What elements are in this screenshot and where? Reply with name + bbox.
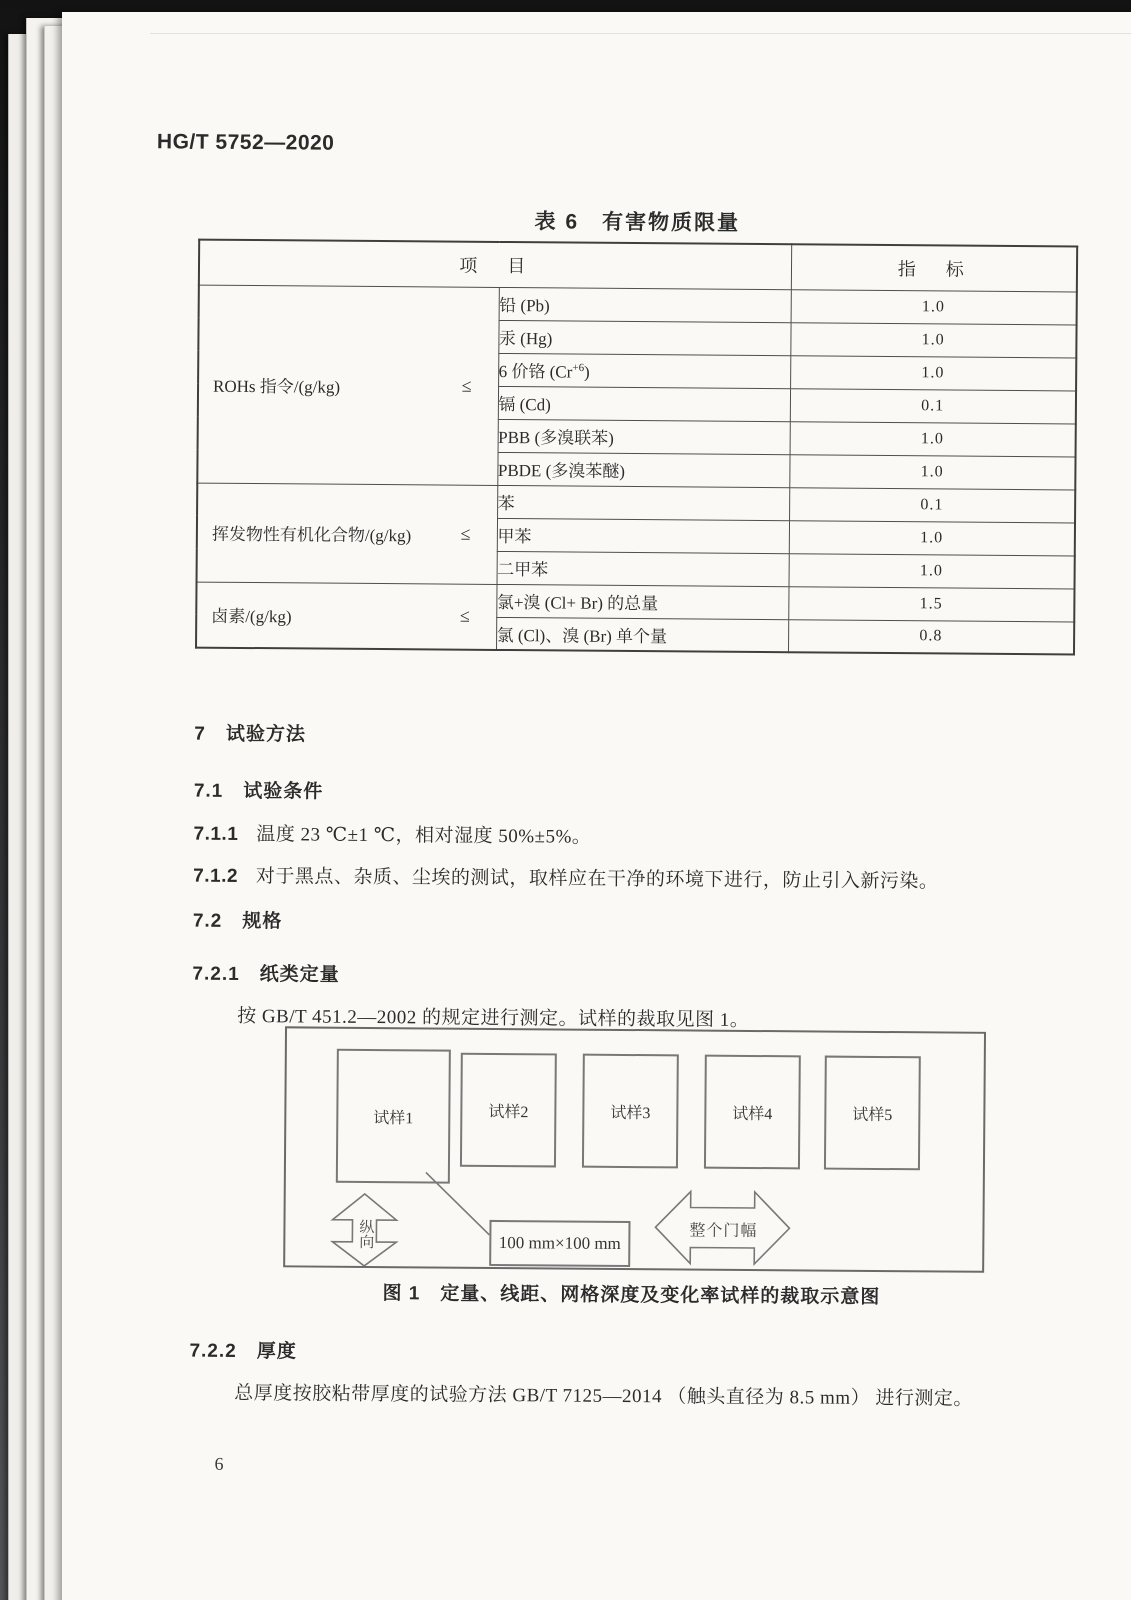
value-cell: 1.0 <box>791 289 1077 324</box>
sample-box-5 <box>824 1056 921 1171</box>
value-cell: 1.0 <box>789 520 1075 555</box>
value-cell: 0.1 <box>790 388 1076 423</box>
item-name: 氯 (Cl)、溴 (Br) 单个量 <box>496 625 668 647</box>
item-cell <box>496 617 788 652</box>
value-cell: 0.1 <box>789 487 1075 522</box>
item-name: PBB (多溴联苯) <box>498 427 614 448</box>
value-cell: 1.0 <box>790 355 1076 390</box>
header-item: 项 目 <box>199 240 791 290</box>
paragraph-7-2-2: 总厚度按胶粘带厚度的试验方法 GB/T 7125—2014 （触头直径为 8.5 mm） 进行测定。 <box>234 1382 973 1410</box>
sample-size-box: 100 mm×100 mm <box>489 1220 630 1267</box>
table6-title: 表 6 有害物质限量 <box>534 210 741 235</box>
clause-number: 7.1.1 <box>193 823 239 845</box>
sample-label: 试样4 <box>732 1105 773 1123</box>
group-label: 挥发物性有机化合物/(g/kg) <box>211 524 412 546</box>
value-cell: 1.0 <box>790 322 1076 357</box>
value-cell: 1.0 <box>789 553 1075 588</box>
item-cell <box>497 551 789 586</box>
section-number: 7 <box>194 723 206 745</box>
sample-box-1 <box>336 1049 451 1184</box>
value-cell: 1.0 <box>789 454 1075 489</box>
section-number: 7.2.2 <box>189 1340 237 1362</box>
less-equal-symbol: ≤ <box>460 523 471 544</box>
table-header-row <box>199 240 1077 292</box>
value-cell: 1.5 <box>788 586 1074 621</box>
sample-label: 试样5 <box>852 1106 893 1124</box>
item-name: 苯 <box>497 493 515 514</box>
group-voc <box>197 483 498 584</box>
full-width-label: 整个门幅 <box>689 1222 758 1241</box>
clause-text: 温度 23 ℃±1 ℃，相对湿度 50%±5%。 <box>256 824 592 848</box>
item-cell <box>498 353 790 388</box>
table-row <box>196 582 1074 622</box>
item-name: 铅 (Pb) <box>499 295 550 316</box>
sample-box-4 <box>704 1055 801 1170</box>
item-cell <box>498 320 790 355</box>
machine-direction-label: 纵向 <box>357 1218 374 1250</box>
section-title: 试验条件 <box>243 780 324 803</box>
item-name: 甲苯 <box>497 526 532 547</box>
value-cell: 0.8 <box>788 619 1074 654</box>
paragraph-7-2-1: 按 GB/T 451.2—2002 的规定进行测定。试样的裁取见图 1。 <box>237 1005 750 1031</box>
sample-box-2 <box>460 1053 557 1168</box>
clause-number: 7.1.2 <box>193 865 239 887</box>
item-cell <box>497 452 789 487</box>
section-number: 7.2 <box>192 910 223 932</box>
item-name: 汞 (Hg) <box>498 328 553 349</box>
item-cell <box>496 584 788 619</box>
section-title: 纸类定量 <box>259 964 340 986</box>
item-cell <box>498 419 790 454</box>
section-number: 7.1 <box>193 780 224 802</box>
item-name: 二甲苯 <box>497 559 549 580</box>
table-row <box>199 285 1077 325</box>
item-cell <box>499 287 791 322</box>
item-cell <box>498 386 790 421</box>
figure1-caption: 图 1 定量、线距、网格深度及变化率试样的裁取示意图 <box>382 1283 881 1308</box>
section-number: 7.2.1 <box>192 963 240 985</box>
document-page <box>62 12 1131 1600</box>
section-title: 厚度 <box>256 1341 297 1363</box>
item-name: 镉 (Cd) <box>498 394 551 415</box>
item-name: PBDE (多溴苯醚) <box>497 460 626 481</box>
sample-label: 试样1 <box>373 1109 414 1127</box>
item-cell <box>497 485 789 520</box>
sample-label: 试样3 <box>610 1104 651 1122</box>
group-halogen <box>196 582 497 650</box>
less-equal-symbol: ≤ <box>459 605 470 626</box>
item-superscript: +6 <box>572 361 585 374</box>
less-equal-symbol: ≤ <box>461 375 472 396</box>
sample-label: 试样2 <box>488 1103 529 1121</box>
section-7-1-heading <box>194 776 324 804</box>
hazard-substance-table <box>195 239 1078 656</box>
group-label: ROHs 指令/(g/kg) <box>212 376 341 397</box>
item-cell <box>497 518 789 553</box>
section-7-2-2-heading <box>189 1336 296 1364</box>
section-7-heading <box>194 719 306 747</box>
section-title: 试验方法 <box>225 723 307 746</box>
clause-text: 对于黑点、杂质、尘埃的测试，取样应在干净的环境下进行，防止引入新污染。 <box>255 866 939 893</box>
section-title: 规格 <box>242 910 283 933</box>
standard-code: HG/T 5752—2020 <box>156 130 335 155</box>
item-name: 6 价铬 (Cr <box>498 361 573 382</box>
clause-7-1-2 <box>193 861 938 894</box>
clause-7-1-1 <box>193 819 591 849</box>
item-name: 氯+溴 (Cl+ Br) 的总量 <box>496 592 659 614</box>
page-number: 6 <box>214 1453 224 1474</box>
table-row <box>197 483 1075 523</box>
page-content <box>49 12 1131 1600</box>
sample-box-3 <box>582 1054 679 1169</box>
value-cell: 1.0 <box>790 421 1076 456</box>
header-index: 指 标 <box>791 244 1077 291</box>
group-label: 卤素/(g/kg) <box>211 606 292 627</box>
item-name-post: ) <box>584 362 590 382</box>
figure1-diagram <box>283 1026 986 1272</box>
section-7-2-1-heading <box>192 959 339 987</box>
group-rohs <box>197 285 499 485</box>
section-7-2-heading <box>193 906 283 934</box>
